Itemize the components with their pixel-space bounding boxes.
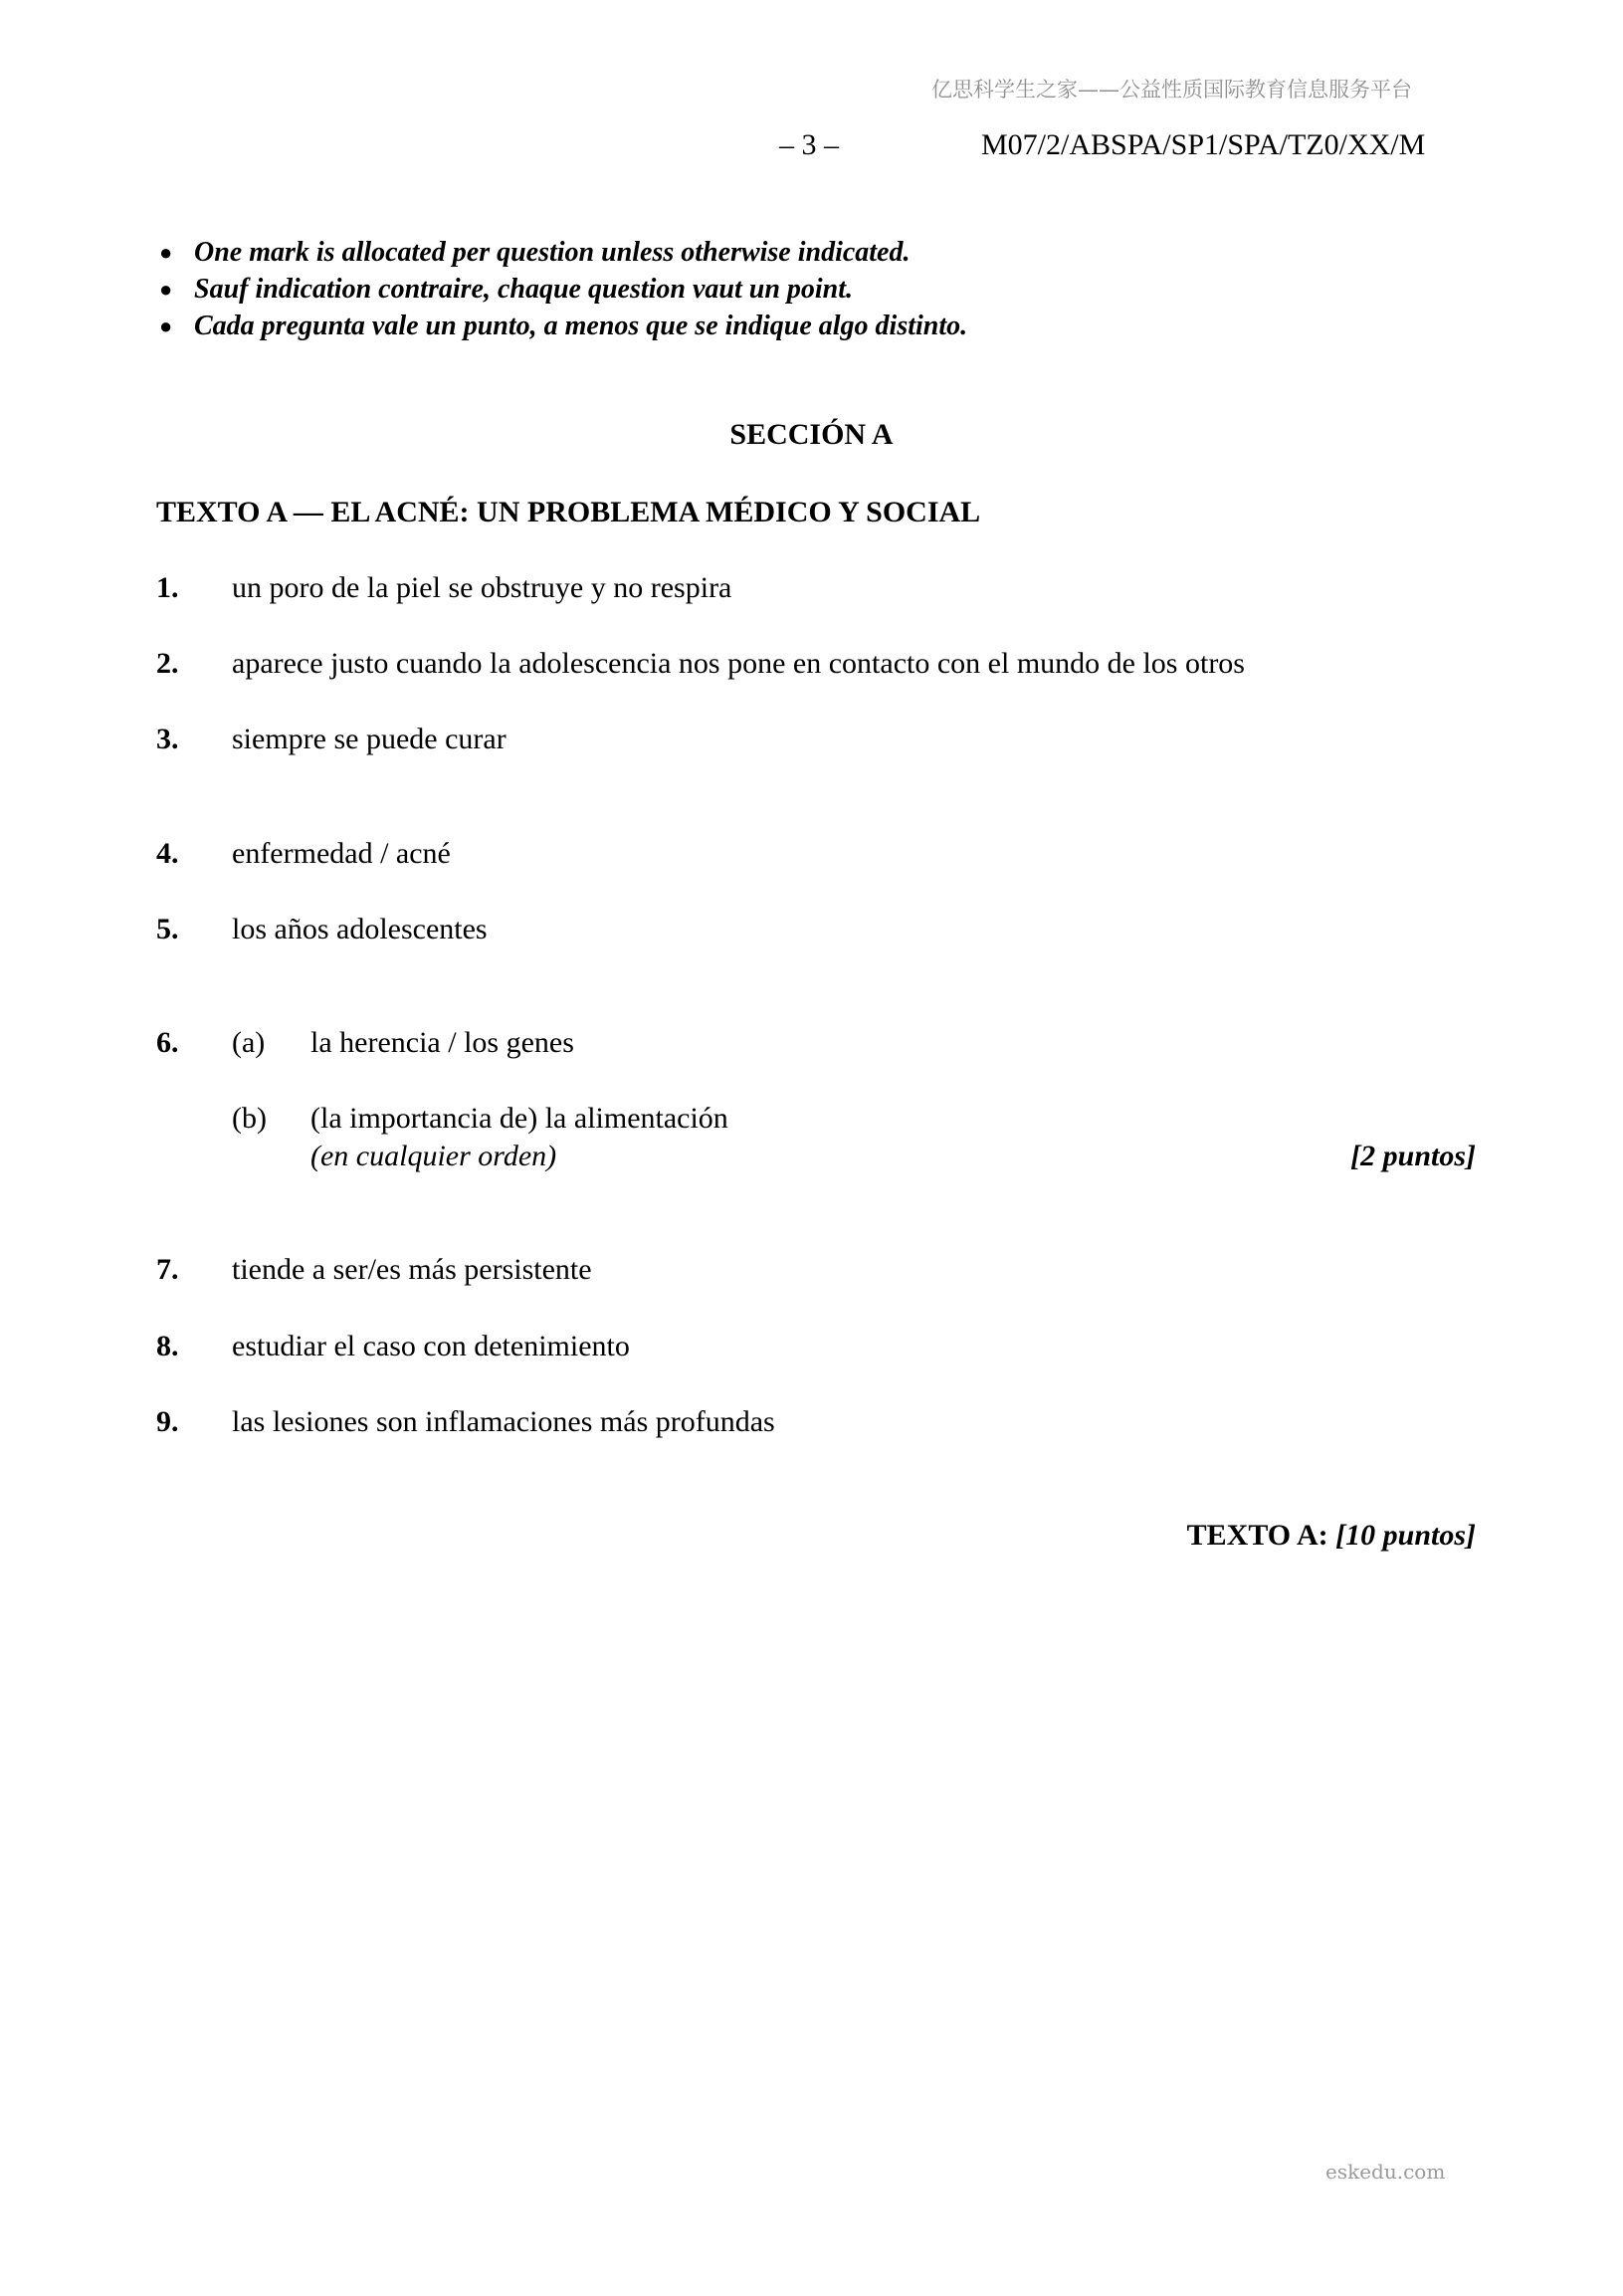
question-answer: siempre se puede curar <box>232 723 507 755</box>
note-english: ● One mark is allocated per question unless otherwise indicated. <box>151 234 967 271</box>
marks-allocation: [2 puntos] <box>1350 1140 1476 1172</box>
section-title: SECCIÓN A <box>729 418 894 451</box>
bullet-icon: ● <box>159 277 173 302</box>
total-label: TEXTO A: <box>1186 1519 1328 1552</box>
question-number: 7. <box>156 1253 179 1286</box>
question-number: 5. <box>156 913 179 945</box>
question-answer: aparece justo cuando la adolescencia nos pone en contacto con el mundo de los otros <box>232 647 1245 680</box>
question-number: 9. <box>156 1405 179 1438</box>
subquestion-answer: (la importancia de) la alimentación <box>310 1102 728 1135</box>
question-answer: los años adolescentes <box>232 913 488 945</box>
subquestion-label: (b) <box>232 1102 267 1135</box>
text-title: TEXTO A — EL ACNÉ: UN PROBLEMA MÉDICO Y SOCIAL <box>156 496 981 528</box>
page-number: – 3 – <box>779 128 839 161</box>
note-spanish: ● Cada pregunta vale un punto, a menos que se indique algo distinto. <box>151 308 967 344</box>
note-french: ● Sauf indication contraire, chaque question vaut un point. <box>151 271 967 308</box>
marking-notes <box>151 234 967 344</box>
question-number: 4. <box>156 837 179 870</box>
question-number: 8. <box>156 1330 179 1362</box>
question-answer: tiende a ser/es más persistente <box>232 1253 592 1286</box>
header-watermark: 亿思科学生之家——公益性质国际教育信息服务平台 <box>931 78 1412 102</box>
question-number: 3. <box>156 723 179 755</box>
bullet-icon: ● <box>159 313 173 338</box>
question-answer: estudiar el caso con detenimiento <box>232 1330 630 1362</box>
total-marks <box>1187 1519 1476 1553</box>
question-answer: las lesiones son inflamaciones más profundas <box>232 1405 775 1438</box>
footer-watermark: eskedu.com <box>1325 2160 1446 2184</box>
question-answer: enfermedad / acné <box>232 837 451 870</box>
subquestion-label: (a) <box>232 1026 266 1059</box>
order-note: (en cualquier orden) <box>310 1140 557 1172</box>
question-number: 6. <box>156 1026 179 1059</box>
total-value: [10 puntos] <box>1335 1519 1476 1552</box>
question-answer: un poro de la piel se obstruye y no respira <box>232 571 732 604</box>
bullet-icon: ● <box>159 240 173 265</box>
question-number: 2. <box>156 647 179 680</box>
subquestion-answer: la herencia / los genes <box>310 1026 574 1059</box>
document-code: M07/2/ABSPA/SP1/SPA/TZ0/XX/M <box>981 128 1426 161</box>
question-number: 1. <box>156 571 179 604</box>
